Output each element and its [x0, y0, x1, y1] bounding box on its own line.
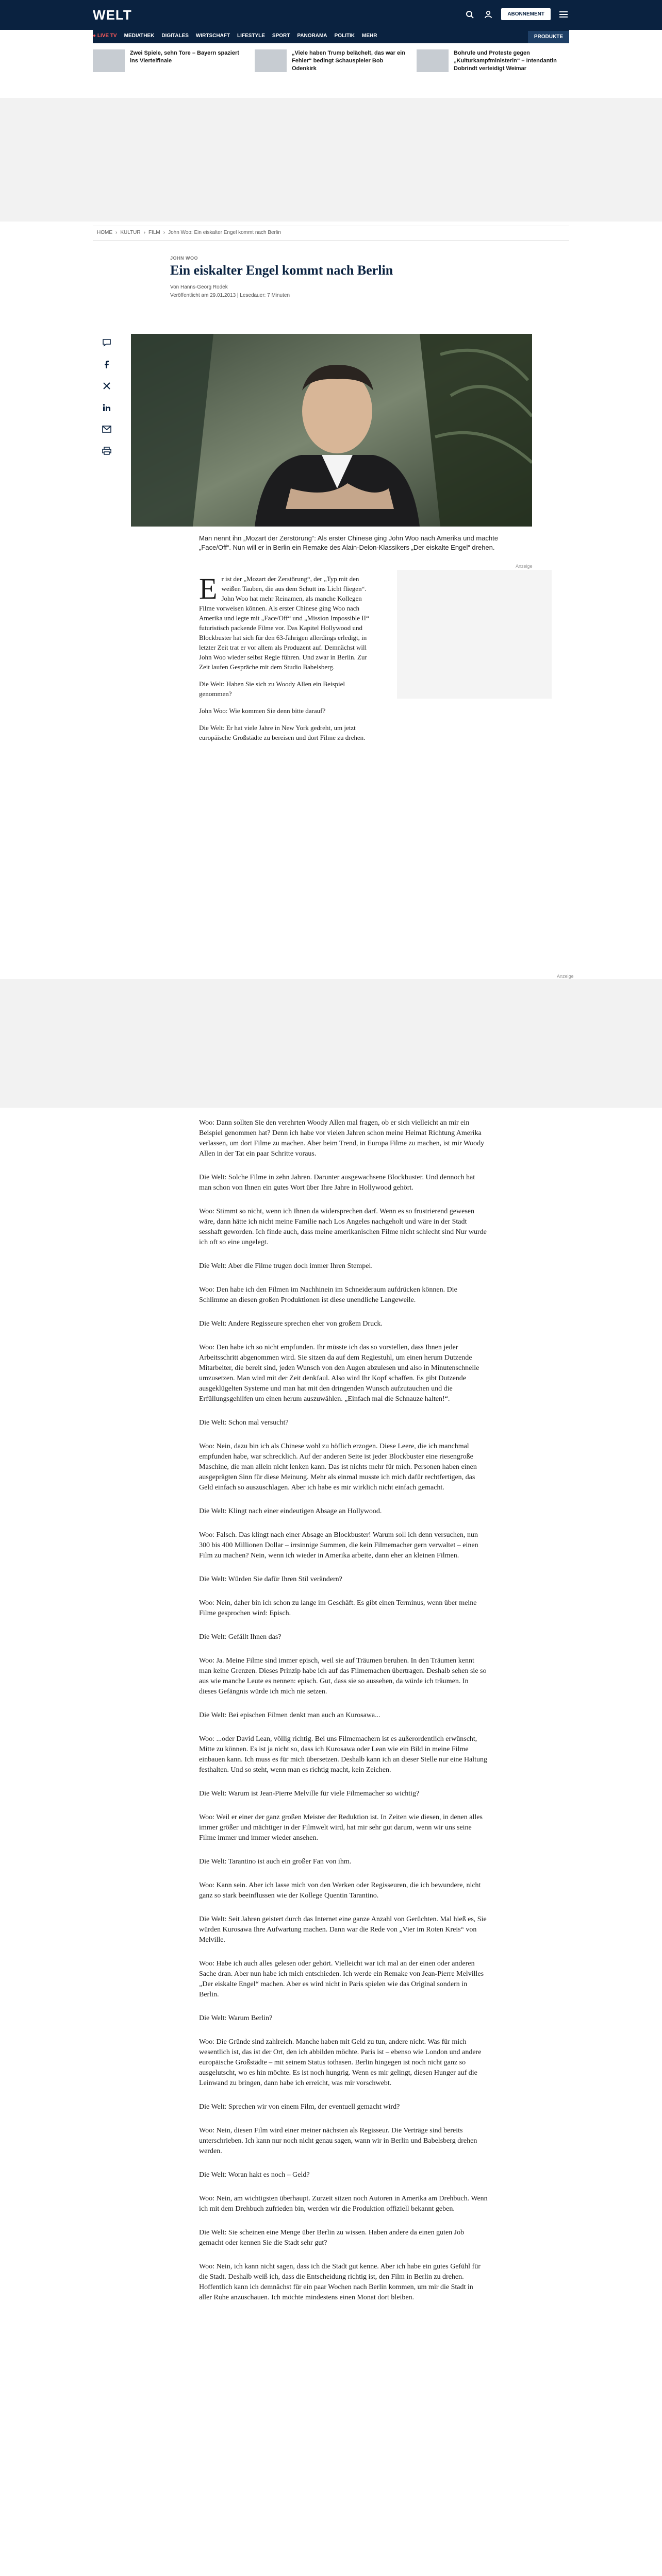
breadcrumb-kultur[interactable]: KULTUR [120, 230, 141, 235]
print-icon[interactable] [101, 445, 112, 456]
share-bar [101, 337, 112, 456]
body-paragraph: Woo: Den habe ich so nicht empfunden. Ihr müsste ich das so vorstellen, dass Ihnen jeder Arbeitsschritt abgenommen wird. Sie sitzen da auf dem Regiestuhl, um einen herum Dutzende Mitarbeiter, die bereit sind, jeden Wunsch von den Augen abzulesen und also in Minutenschnelle umzusetzen. Man wird mit der Zeit denkfaul. Also wird Ihr Kopf schaffen. Es gibt Dutzende ausgeklügelten Systeme und man hat mit den dringenden Wunsch aufzutauchen und die Erfüllungsgehilfen um einen herum auszuwählen. „Einfach mal die Schnauze halten!“. [199, 1344, 479, 1403]
body-paragraph: Die Welt: Würden Sie dafür Ihren Stil verändern? [199, 1575, 342, 1583]
body-paragraph: Die Welt: Sprechen wir von einem Film, der eventuell gemacht wird? [199, 2103, 400, 2111]
body-paragraph: Woo: Dann sollten Sie den verehrten Woody Allen mal fragen, ob er sich vielleicht an mir ein Beispiel genommen hat? Denn ich habe vor vielen Jahren schon meine Heimat Richtung Amerika verlassen, um dort Filme zu machen. Aber beim Trend, in Europa Filme zu machen, ist mir Woody Allen in der Tat ein paar Schritte voraus. [199, 1119, 485, 1158]
subscription-button[interactable]: ABONNEMENT [501, 8, 551, 20]
nav-item-wirtschaft[interactable]: WIRTSCHAFT [195, 33, 230, 39]
breadcrumb [97, 230, 281, 235]
search-icon[interactable] [464, 9, 475, 20]
sidebar-ad-slot [397, 570, 552, 699]
hero-caption: Man nennt ihn „Mozart der Zerstörung“: Als erster Chinese ging John Woo nach Amerika und machte „Face/Off“. Nun will er in Berlin ein Remake des Alain-Delon-Klassikers „Der eiskalte Engel“ drehen. [199, 534, 498, 551]
article-title: Ein eiskalter Engel kommt nach Berlin [170, 263, 393, 278]
body-paragraph: Woo: Weil er einer der ganz großen Meister der Reduktion ist. In Zeiten wie diesen, in denen alles immer größer und mächtiger in der Filmwelt wird, hat mir sehr gut darum, wenn wir uns seine Filme immer und immer wieder ansehen. [199, 1814, 483, 1842]
nav-item-digitales[interactable]: DIGITALES [161, 33, 189, 39]
top-ad-area [0, 98, 662, 222]
body-paragraph: Die Welt: Aber die Filme trugen doch immer Ihren Stempel. [199, 1262, 373, 1270]
teaser-headline: „Viele haben Trump belächelt, das war ein Fehler“ bedingt Schauspieler Bob Odenkirk [292, 50, 405, 72]
breadcrumb-home[interactable]: HOME [97, 230, 112, 235]
body-paragraph: Woo: Nein, daher bin ich schon zu lange im Geschäft. Es gibt einen Terminus, wenn über meine Filme gesprochen wird: Episch. [199, 1599, 477, 1617]
article-body [199, 1118, 488, 2316]
body-paragraph: Woo: Stimmt so nicht, wenn ich Ihnen da widersprechen darf. Wenn es so frustrierend gewesen wäre, dann hätte ich nicht meine Familie nach Los Angeles nachgeholt und wäre in der Stadt sesshaft geworden. Ich finde auch, dass meine amerikanischen Filme nicht schlecht sind Nur wurde ich oft so eine ungelegt. [199, 1208, 487, 1246]
body-paragraph: Die Welt: Warum Berlin? [199, 2014, 273, 2022]
comment-icon[interactable] [101, 337, 112, 348]
nav-item-sport[interactable]: SPORT [272, 33, 290, 39]
breadcrumb-film[interactable]: FILM [148, 230, 160, 235]
nav-item-live-tv[interactable]: ● LIVE TV [93, 33, 117, 39]
article-kicker: JOHN WOO [170, 256, 198, 261]
section-nav-items [93, 33, 377, 39]
body-paragraph: Woo: Ja. Meine Filme sind immer episch, weil sie auf Träumen beruhen. In den Träumen kennt man keine Grenzen. Dieses Prinzip habe ich auf das Filmemachen übertragen. Deshalb sehen sie so aus wie manche Leute es nennen: episch. Gut, dass sie so aussehen, da würde ich träumen. In dieses Gefängnis würde ich mich nie setzen. [199, 1657, 487, 1696]
body-paragraph: Woo: Nein, am wichtigsten überhaupt. Zurzeit sitzen noch Autoren in Amerika am Drehbuch. Wenn ich mit dem Drehbuch zufrieden bin, werden wir die Produktion offiziell bekannt geben. [199, 2195, 488, 2213]
body-paragraph: Die Welt: Schon mal versucht? [199, 1419, 289, 1427]
user-icon[interactable] [483, 9, 494, 20]
teaser-item[interactable] [255, 49, 407, 95]
teaser-headline: Bohrufe und Proteste gegen „Kulturkampfministerin“ – Intendantin Dobrindt verteidigt Weimar [454, 50, 557, 72]
lead-text: r ist der „Mozart der Zerstörung“, der „Typ mit den weißen Tauben, die aus dem Schutt ins Licht fliegen“. John Woo hat mehr Reinamen, als manche Kollegen Filme vorweisen können. Als erster Chinese ging Woo nach Amerika und legte mit „Face/Off“ und „Mission Impossible II“ futuristisch packende Filme vor. Das Kapitel Hollywood und Blockbuster hat sich für den 63-Jährigen allerdings erledigt, in letzter Zeit trat er vor allem als Produzent auf. Demnächst will John Woo wieder selbst Regie führen. Und zwar in Berlin. Zur Zeit laufen Gespräche mit dem Studio Babelsberg. [199, 575, 369, 671]
body-paragraph: Woo: Nein, ich kann nicht sagen, dass ich die Stadt gut kenne. Aber ich habe ein gutes Gefühl für die Stadt. Deshalb weiß ich, dass die Entscheidung richtig ist, den Film in Berlin zu drehen. Hoffentlich kann ich demnächst für ein paar Wochen nach Berlin kommen, um mir die Stadt in aller Ruhe anzuschauen. Ich möchte mindestens einen Monat dort bleiben. [199, 2263, 481, 2301]
teaser-item[interactable] [417, 49, 569, 95]
breadcrumb-current: John Woo: Ein eiskalter Engel kommt nach Berlin [168, 230, 281, 235]
teaser-thumbnail [417, 49, 449, 72]
hero-image-john-woo [131, 334, 532, 527]
body-paragraph: Woo: Nein, dazu bin ich als Chinese wohl zu höflich erzogen. Diese Leere, die ich manchmal empfunden habe, war schrecklich. Auf der anderen Seite ist jeder Blockbuster eine riesengroße Maschine, die man allein nicht lenken kann. Das ist nichts mehr für mich. Personen haben einen ausgeprägten Sinn für diese Meinung. Mehr als einmal musste ich mich dafür rechtfertigen, das Geld einfach so auszuschlagen. Aber ich habe es mir wirklich nicht einfach gemacht. [199, 1443, 477, 1492]
body-paragraph: Woo: Den habe ich den Filmen im Nachhinein im Schneideraum aufdrücken können. Die Schlimme an diesen großen Produktionen ist diese unendliche Langeweile. [199, 1286, 457, 1304]
nav-item-politik[interactable]: POLITIK [334, 33, 355, 39]
body-paragraph: Die Welt: Klingt nach einer eindeutigen Absage an Hollywood. [199, 1507, 382, 1515]
ad-label: Anzeige [557, 974, 574, 979]
divider [93, 240, 569, 241]
top-navigation-bar [0, 0, 662, 30]
body-paragraph: Die Welt: Woran hakt es noch – Geld? [199, 2171, 310, 2179]
teaser-strip [93, 49, 569, 95]
nav-item-mehr[interactable]: MEHR [361, 33, 377, 39]
nav-item-lifestyle[interactable]: LIFESTYLE [237, 33, 265, 39]
body-paragraph: Woo: Die Gründe sind zahlreich. Manche haben mit Geld zu tun, andere nicht. Was für mich wesentlich ist, das ist der Ort, den ich abbilden möchte. Paris ist – ebenso wie London und andere europäische Großstädte – mit seinem Status tothasen. Berlin hingegen ist noch nicht ganz so ausgelutscht, wo es hin möchte. Es ist noch hungrig. Wenn es mir gelingt, diesen Hunger auf die Leinwand zu bringen, dann habe ich erreicht, was mir vorschwebt. [199, 2038, 482, 2087]
ad-label: Anzeige [516, 564, 533, 569]
header-actions [464, 8, 569, 20]
welt-logo[interactable]: WELT [93, 7, 132, 23]
teaser-thumbnail [93, 49, 125, 72]
body-paragraph: Woo: Falsch. Das klingt nach einer Absage an Blockbuster! Warum soll ich denn versuchen, nun 300 bis 400 Millionen Dollar – irrsinnige Summen, die kein Filmemacher gern verwaltet – einen Film zu machen? Nein, wenn ich wieder in Amerika arbeite, dann eher an kleinen Filmen. [199, 1531, 478, 1560]
article-meta: Veröffentlicht am 29.01.2013 | Lesedauer: 7 Minuten [170, 293, 290, 298]
interview-question: Die Welt: Er hat viele Jahre in New York gedreht, um jetzt europäische Großstädte zu bereisen und dort Filme zu drehen. [199, 724, 366, 741]
breadcrumb-separator: › [143, 230, 145, 235]
interview-question: Die Welt: Haben Sie sich zu Woody Allen ein Beispiel genommen? [199, 680, 345, 698]
body-paragraph: Die Welt: Seit Jahren geistert durch das Internet eine ganze Anzahl von Gerüchten. Mal hieß es, Sie würden Kurosawa Ihre Aufwartung machen. Dann war die Rede von „Vier im Roten Kreis“ von Melville. [199, 1916, 487, 1944]
menu-icon[interactable] [558, 9, 569, 20]
body-paragraph: Woo: Nein, diesen Film wird einer meiner nächsten als Regisseur. Die Verträge sind bereits unterschrieben. Ich kann nur noch nicht genau sagen, wann wir in Berlin und Babelsberg drehen werden. [199, 2127, 477, 2155]
body-paragraph: Die Welt: Warum ist Jean-Pierre Melville für viele Filmemacher so wichtig? [199, 1790, 420, 1798]
products-button[interactable]: PRODUKTE [528, 31, 569, 43]
body-paragraph: Woo: Habe ich auch alles gelesen oder gehört. Vielleicht war ich mal an der einen oder anderen Sache dran. Aber nun habe ich mich entschieden. Ich werde ein Remake von Jean-Pierre Melvilles „Der eiskalte Engel“ machen. Aber es wird nicht in Paris spielen wie das Original sondern in Berlin. [199, 1960, 484, 1998]
nav-item-mediathek[interactable]: MEDIATHEK [124, 33, 155, 39]
teaser-headline: Zwei Spiele, sehn Tore – Bayern spaziert ins Viertelfinale [130, 50, 239, 64]
facebook-icon[interactable] [101, 359, 112, 370]
body-paragraph: Die Welt: Andere Regisseure sprechen eher von großem Druck. [199, 1320, 383, 1328]
breadcrumb-separator: › [163, 230, 166, 235]
breadcrumb-separator: › [115, 230, 118, 235]
drop-cap: E [199, 572, 218, 605]
body-paragraph: Woo: Kann sein. Aber ich lasse mich von den Werken oder Regisseuren, die ich bewundere, nicht ganz so stark beeinflussen wie der Kollege Quentin Tarantino. [199, 1882, 481, 1900]
teaser-item[interactable] [93, 49, 245, 95]
products-button-wrap [528, 31, 569, 43]
body-paragraph: Die Welt: Tarantino ist auch ein großer Fan von ihm. [199, 1858, 352, 1866]
body-paragraph: Die Welt: Gefällt Ihnen das? [199, 1633, 282, 1641]
body-paragraph: Woo: ...oder David Lean, völlig richtig. Bei uns Filmemachern ist es außerordentlich erwünscht, Mitte zu können. Es ist ja nicht so, dass ich Kurosawa oder Lean wie ein Bild in meine Filme einbauen kann. Ich muss es für mich übersetzen. Deshalb kann ich an dieser Stelle nur eine Haltung festhalten. Und so steht, wenn man es richtig macht, kein Zeichen. [199, 1735, 488, 1774]
email-icon[interactable] [101, 423, 112, 435]
inline-ad-area [0, 979, 662, 1108]
nav-item-panorama[interactable]: PANORAMA [297, 33, 327, 39]
body-paragraph: Die Welt: Sie scheinen eine Menge über Berlin zu wissen. Haben andere da einen guten Job gemacht oder kennen Sie die Stadt sehr gut? [199, 2229, 465, 2247]
teaser-thumbnail [255, 49, 287, 72]
linkedin-icon[interactable] [101, 402, 112, 413]
body-paragraph: Die Welt: Bei epischen Filmen denkt man auch an Kurosawa... [199, 1711, 380, 1719]
x-twitter-icon[interactable] [101, 380, 112, 392]
article-author[interactable]: Von Hanns-Georg Rodek [170, 284, 228, 290]
interview-answer: John Woo: Wie kommen Sie denn bitte darauf? [199, 707, 326, 715]
body-paragraph: Die Welt: Solche Filme in zehn Jahren. Darunter ausgewachsene Blockbuster. Und dennoch hat man schon von Ihnen ein gutes Wort über Ihre Jahre in Hollywood gehört. [199, 1174, 475, 1192]
article-lead [199, 574, 374, 742]
